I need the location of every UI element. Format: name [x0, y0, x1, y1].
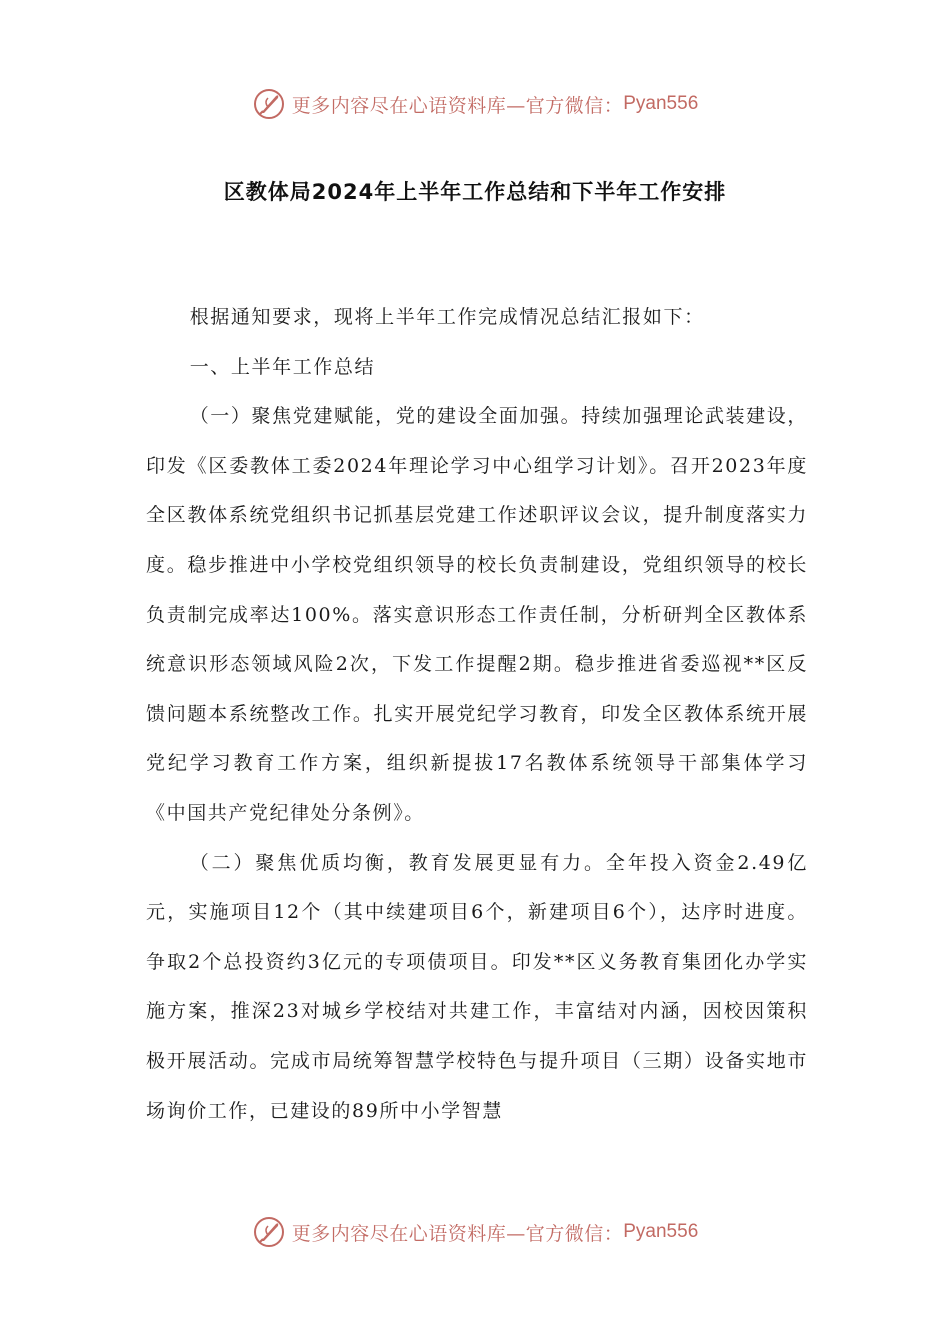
section-heading: 一、上半年工作总结	[189, 355, 376, 378]
document-title: 区教体局2024年上半年工作总结和下半年工作安排	[223, 180, 727, 204]
document-body	[146, 293, 808, 1136]
intro-paragraph: 根据通知要求，现将上半年工作完成情况总结汇报如下：	[189, 306, 705, 328]
body-paragraph: （二）聚焦优质均衡，教育发展更显有力。全年投入资金2.49亿元，实施项目12个（其中续建项目6个，新建项目6个），达序时进度。争取2个总投资约3亿元的专项债项目。印发**区义务教育集团化办学实施方案，推深23对城乡学校结对共建工作，丰富结对内涵，因校因策积极开展活动。完成市局统筹智慧学校特色与提升项目（三期）设备实地市场询价工作，已建设的89所中小学智慧	[146, 851, 808, 1122]
watermark-text: 更多内容尽在心语资料库—官方微信：	[291, 1222, 624, 1245]
body-paragraph: （一）聚焦党建赋能，党的建设全面加强。持续加强理论武装建设，印发《区委教体工委2024年理论学习中心组学习计划》。召开2023年度全区教体系统党组织书记抓基层党建工作述职评议会议，提升制度落实力度。稳步推进中小学校党组织领导的校长负责制建设，党组织领导的校长负责制完成率达100%。落实意识形态工作责任制，分析研判全区教体系统意识形态领域风险2次，下发工作提醒2期。稳步推进省委巡视**区反馈问题本系统整改工作。扎实开展党纪学习教育，印发全区教体系统开展党纪学习教育工作方案，组织新提拔17名教体系统领导干部集体学习《中国共产党纪律处分条例》。	[146, 405, 808, 824]
quill-logo-icon	[252, 87, 286, 121]
footer-watermark	[0, 1212, 950, 1252]
watermark-wechat-id: Pyan556	[623, 93, 699, 114]
header-watermark	[0, 84, 950, 124]
watermark-text: 更多内容尽在心语资料库—官方微信：	[291, 94, 624, 117]
watermark-wechat-id: Pyan556	[623, 1221, 699, 1242]
quill-logo-icon	[252, 1215, 286, 1249]
